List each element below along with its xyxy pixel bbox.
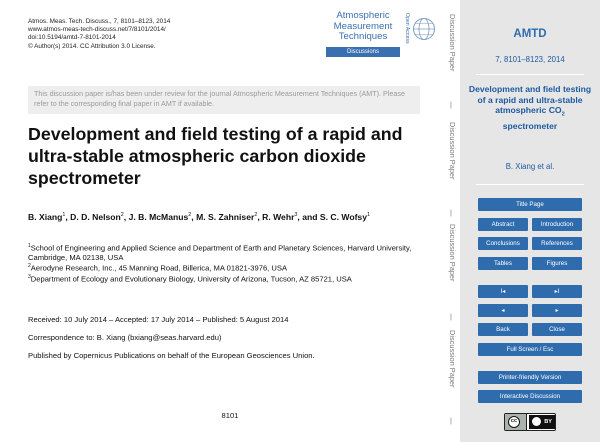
affiliation-item bbox=[28, 273, 420, 284]
sidebar-title-tail: spectrometer bbox=[502, 120, 558, 131]
affiliation-list bbox=[28, 242, 420, 284]
logo-line-3: Techniques bbox=[338, 31, 388, 43]
page-number: 8101 bbox=[221, 411, 239, 420]
sidebar-divider bbox=[476, 184, 584, 185]
publication-dates: Received: 10 July 2014 – Accepted: 17 July 2014 – Published: 5 August 2014 bbox=[28, 315, 289, 324]
author-affiliation-mark: 2 bbox=[188, 212, 192, 218]
author-name: M. S. Zahniser bbox=[196, 211, 255, 222]
sidebar-author: B. Xiang et al. bbox=[505, 162, 555, 171]
author-affiliation-mark: 1 bbox=[62, 212, 66, 218]
author-name: D. D. Nelson bbox=[70, 211, 121, 222]
figures-button[interactable]: Figures bbox=[532, 257, 582, 270]
correspondence[interactable]: Correspondence to: B. Xiang (bxiang@seas.harvard.edu) bbox=[28, 333, 222, 342]
printer-friendly-button[interactable]: Printer-friendly Version bbox=[478, 371, 582, 384]
affiliation-number: 1 bbox=[28, 243, 31, 249]
author-name: R. Wehr bbox=[262, 211, 295, 222]
tables-button[interactable]: Tables bbox=[478, 257, 528, 270]
author-name: S. C. Wofsy bbox=[319, 211, 367, 222]
discussion-paper-label: Discussion Paper bbox=[448, 330, 457, 388]
citation-journal: Atmos. Meas. Tech. Discuss., 7, 8101–8123, 2014 bbox=[28, 18, 171, 25]
affiliation-item bbox=[28, 262, 420, 273]
interactive-discussion-button[interactable]: Interactive Discussion bbox=[478, 390, 582, 403]
citation-doi[interactable]: doi:10.5194/amtd-7-8101-2014 bbox=[28, 34, 116, 42]
author-name: J. B. McManus bbox=[128, 211, 189, 222]
sidebar-journal-name: AMTD bbox=[513, 28, 547, 40]
sidebar-title-subscript: 2 bbox=[561, 111, 565, 118]
publisher-statement: Published by Copernicus Publications on behalf of the European Geosciences Union. bbox=[28, 351, 315, 360]
affiliation-number: 3 bbox=[28, 274, 31, 281]
strip-separator: | bbox=[450, 208, 452, 217]
author-affiliation-mark: 2 bbox=[120, 212, 124, 218]
cc-by-label: BY bbox=[529, 415, 555, 429]
review-notice: This discussion paper is/has been under review for the journal Atmospheric Measurement Techniques (AMT). Please refer to the corresponding final paper in AMT if available. bbox=[28, 86, 420, 114]
strip-separator: | bbox=[450, 312, 452, 321]
discussion-paper-label: Discussion Paper bbox=[448, 14, 457, 72]
introduction-button[interactable]: Introduction bbox=[532, 218, 582, 231]
journal-logo bbox=[326, 11, 438, 67]
full-screen-button[interactable]: Full Screen / Esc bbox=[478, 343, 582, 356]
close-button[interactable]: Close bbox=[532, 323, 582, 336]
sidebar-divider bbox=[476, 74, 584, 75]
strip-separator: | bbox=[450, 416, 452, 425]
open-access-text: Open Access bbox=[404, 13, 410, 44]
logo-name bbox=[326, 11, 400, 43]
citation-url[interactable]: www.atmos-meas-tech-discuss.net/7/8101/2014/ bbox=[28, 26, 166, 34]
affiliation-text: Department of Ecology and Evolutionary Biology, University of Arizona, Tucson, AZ 85721, USA bbox=[30, 274, 352, 284]
last-page-button[interactable]: ▸I bbox=[532, 285, 582, 298]
discussion-paper-strip bbox=[442, 0, 460, 442]
logo-line-1: Atmospheric bbox=[336, 10, 390, 21]
attribution-person-icon bbox=[532, 417, 541, 426]
author-affiliation-mark: 2 bbox=[254, 212, 258, 218]
logo-discussions-label: Discussions bbox=[326, 47, 400, 57]
affiliation-text: School of Engineering and Applied Science and Department of Earth and Planetary Sciences, Harvard University, Cambridge, MA 02138, USA bbox=[28, 243, 412, 262]
strip-separator: | bbox=[450, 100, 452, 109]
open-access-label bbox=[402, 11, 410, 55]
affiliation-item bbox=[28, 242, 420, 262]
conclusions-button[interactable]: Conclusions bbox=[478, 237, 528, 250]
back-button[interactable]: Back bbox=[478, 323, 528, 336]
sidebar-title-text: Development and field testing of a rapid and ultra-stable atmospheric CO bbox=[468, 84, 592, 116]
discussion-paper-label: Discussion Paper bbox=[448, 122, 457, 180]
paper-title: Development and field testing of a rapid and ultra-stable atmospheric carbon dioxide spectrometer bbox=[28, 124, 403, 189]
globe-icon bbox=[412, 17, 436, 41]
abstract-button[interactable]: Abstract bbox=[478, 218, 528, 231]
citation-block bbox=[28, 18, 170, 51]
cc-badge-left bbox=[505, 414, 527, 430]
cc-icon: cc bbox=[508, 416, 520, 428]
author-name: B. Xiang bbox=[28, 211, 63, 222]
first-page-button[interactable]: I◂ bbox=[478, 285, 528, 298]
navigation-sidebar bbox=[460, 0, 600, 442]
citation-license: © Author(s) 2014. CC Attribution 3.0 License. bbox=[28, 42, 156, 50]
author-affiliation-mark: 3 bbox=[294, 212, 298, 218]
author-affiliation-mark: 1 bbox=[367, 212, 370, 218]
title-page-button[interactable]: Title Page bbox=[478, 198, 582, 211]
next-page-button[interactable]: ▸ bbox=[532, 304, 582, 317]
affiliation-number: 2 bbox=[28, 263, 31, 270]
affiliation-text: Aerodyne Research, Inc., 45 Manning Road, Billerica, MA 01821-3976, USA bbox=[30, 263, 288, 273]
sidebar-reference: 7, 8101–8123, 2014 bbox=[495, 55, 565, 64]
references-button[interactable]: References bbox=[532, 237, 582, 250]
previous-page-button[interactable]: ◂ bbox=[478, 304, 528, 317]
discussion-paper-label: Discussion Paper bbox=[448, 224, 457, 282]
sidebar-paper-title bbox=[468, 84, 592, 131]
logo-line-2: Measurement bbox=[333, 20, 393, 32]
cc-license-badge[interactable] bbox=[504, 413, 556, 431]
author-list: B. Xiang$^1$, D. D. Nelson$^2$, J. B. McManus$^2$, M. S. Zahniser$^2$, R. Wehr$^3$, and S. C. Wofsy$^1$ bbox=[28, 211, 370, 222]
